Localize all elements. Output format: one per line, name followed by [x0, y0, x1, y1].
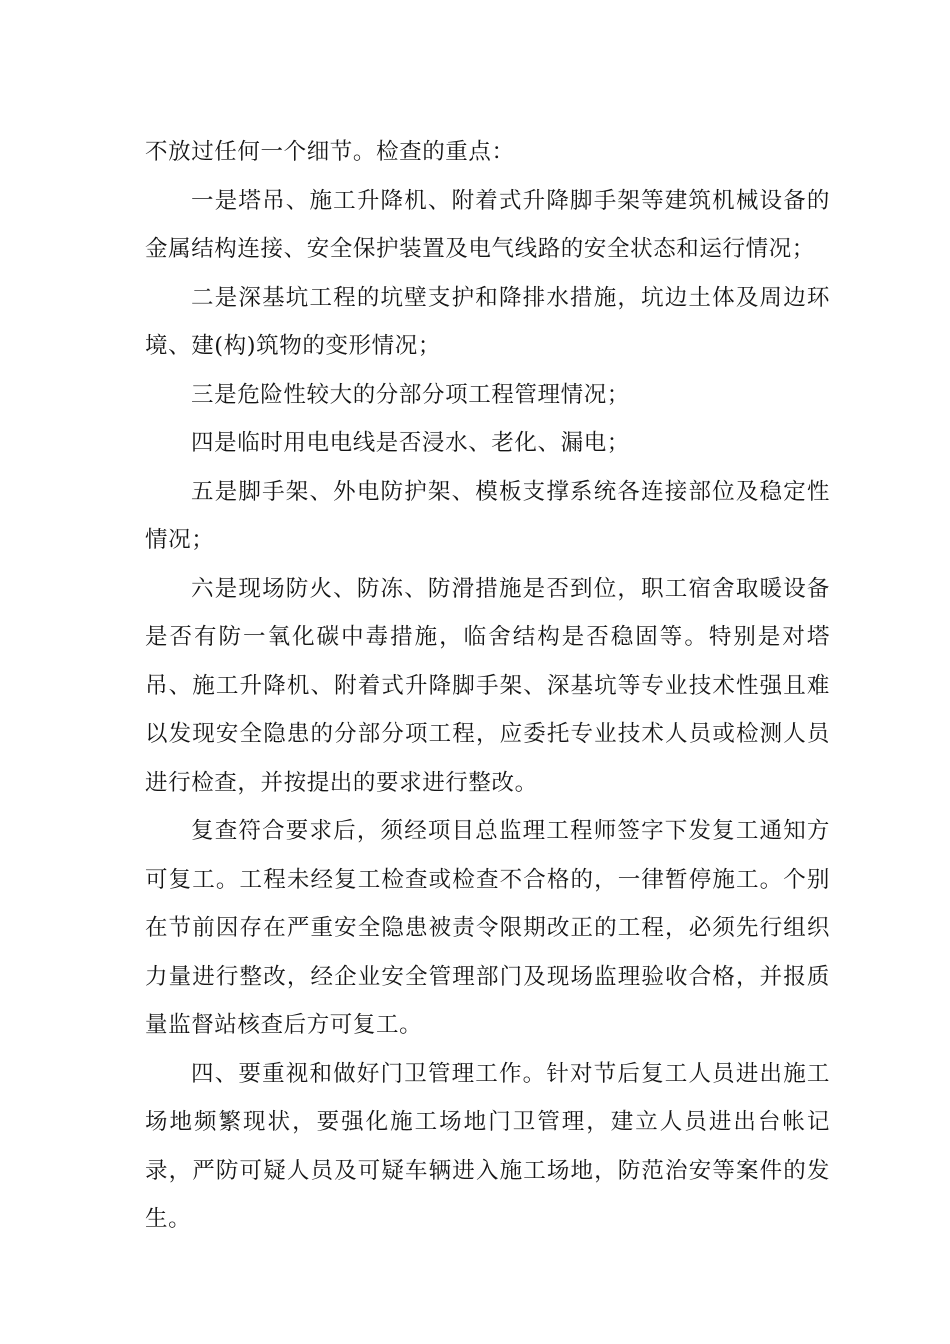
- paragraph-item-3: 三是危险性较大的分部分项工程管理情况；: [191, 381, 630, 408]
- paragraph-item-6: 六是现场防火、防冻、防滑措施是否到位，职工宿舍取暖设备是否有防一氧化碳中毒措施，临舍结构是否稳固等。特别是对塔吊、施工升降机、附着式升降脚手架、深基坑等专业技术性强且难以发现安全隐患的分部分项工程，应委托专业技术人员或检测人员进行检查，并按提出的要求进行整改。: [145, 575, 830, 796]
- paragraph-item-2: 二是深基坑工程的坑壁支护和降排水措施，坑边土体及周边环境、建(构)筑物的变形情况；: [145, 284, 830, 359]
- paragraph-item-5: 五是脚手架、外电防护架、模板支撑系统各连接部位及稳定性情况；: [145, 478, 830, 553]
- paragraph-review: 复查符合要求后，须经项目总监理工程师签字下发复工通知方可复工。工程未经复工检查或检查不合格的，一律暂停施工。个别在节前因存在严重安全隐患被责令限期改正的工程，必须先行组织力量进行整改，经企业安全管理部门及现场监理验收合格，并报质量监督站核查后方可复工。: [145, 818, 830, 1038]
- paragraph-intro: 不放过任何一个细节。检查的重点：: [145, 139, 515, 165]
- document-body: [145, 128, 830, 1244]
- paragraph-section-4: 四、要重视和做好门卫管理工作。针对节后复工人员进出施工场地频繁现状，要强化施工场地门卫管理，建立人员进出台帐记录，严防可疑人员及可疑车辆进入施工场地，防范治安等案件的发生。: [145, 1060, 830, 1232]
- paragraph-item-1: 一是塔吊、施工升降机、附着式升降脚手架等建筑机械设备的金属结构连接、安全保护装置及电气线路的安全状态和运行情况；: [145, 187, 830, 262]
- paragraph-item-4: 四是临时用电电线是否浸水、老化、漏电；: [191, 430, 630, 456]
